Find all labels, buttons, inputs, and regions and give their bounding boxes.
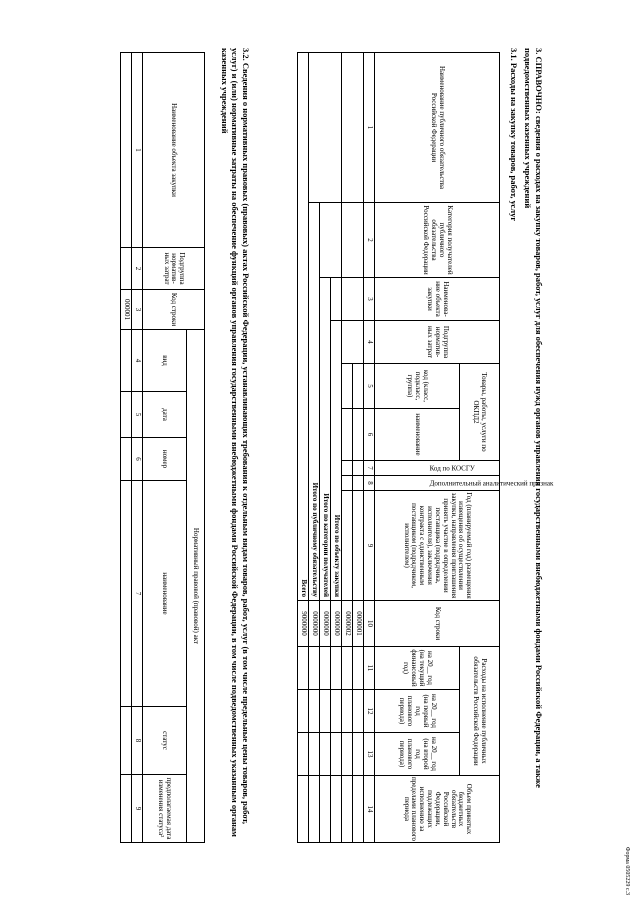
col-number: 2 xyxy=(364,203,375,278)
total-label: Итого по публичному обязательству xyxy=(309,203,320,601)
header-okpd-group: Товары, работы, услуги по ОКПД2 xyxy=(460,364,500,461)
grand-total-label: Всего xyxy=(298,53,309,601)
header-analytic: Дополнительный аналитический признак xyxy=(375,476,500,491)
section-3-2-title: 3.2. Сведения о нормативных правовых (правовых) актах Российской Федерации, устанавливающих требования к отдельным видам товаров, работ, услуг (в том числе предельные цены товаров, работ, услуг) и (или) нормативные затраты на обеспечение функций органов управления государственными внебюджетными фондами Российской Федерации, в том числе подведомственных указанным органам казенных учреждений xyxy=(219,48,251,837)
header-status: статус xyxy=(143,707,187,775)
header-norm-subgroup: Подгруппа норматив-ных затрат xyxy=(375,321,500,364)
col-number: 12 xyxy=(364,690,375,733)
header-year-first: на 20__ год (на первый год планового периода) xyxy=(375,690,460,733)
col-number: 8 xyxy=(364,476,375,491)
col-number: 13 xyxy=(364,733,375,776)
total-code: 0000000 xyxy=(331,601,342,647)
table-row xyxy=(121,53,132,843)
col-number: 2 xyxy=(132,248,143,290)
section-3-1-title: 3.1. Расходы на закупку товаров, работ, услуг xyxy=(509,48,519,222)
col-number: 3 xyxy=(132,290,143,330)
header-recipient-category: Категория получателей публичного обязательства Российской Федерации xyxy=(375,203,500,278)
table-row xyxy=(353,53,364,843)
header-year-second: на 20__ год (на второй год планового периода) xyxy=(375,733,460,776)
row-code: 0000002 xyxy=(342,601,353,647)
col-number: 1 xyxy=(364,53,375,203)
header-kosgu: Код по КОСГУ xyxy=(375,461,500,476)
row-code: 0000001 xyxy=(353,601,364,647)
legal-acts-table xyxy=(120,52,205,843)
header-object-name: Наименование объекта закупки xyxy=(143,53,205,248)
header-year-current: на 20__ год (на текущий финансовый год) xyxy=(375,647,460,690)
col-number: 9 xyxy=(364,491,375,601)
header-subgroup: Подгруппа норматив-ных затрат xyxy=(143,248,205,290)
col-number: 1 xyxy=(132,53,143,248)
header-volume: Объем принятых бюджетных обязательств Российской Федерации, подлежащих исполнению за пределами планового периода xyxy=(375,776,500,843)
grand-total-code: 9000000 xyxy=(298,601,309,647)
header-expenses-group: Расходы на исполнение публичных обязательств Российской Федерации xyxy=(460,647,500,776)
total-row xyxy=(320,53,331,843)
total-row xyxy=(331,53,342,843)
col-number: 5 xyxy=(364,364,375,409)
col-number: 8 xyxy=(132,707,143,775)
col-number: 4 xyxy=(364,321,375,364)
col-number: 11 xyxy=(364,647,375,690)
col-number: 9 xyxy=(132,775,143,843)
col-number: 4 xyxy=(132,330,143,392)
header-act-group: Нормативный правовой (правовой) акт xyxy=(187,330,205,843)
col-number: 3 xyxy=(364,278,375,321)
col-number: 7 xyxy=(364,461,375,476)
col-number: 10 xyxy=(364,601,375,647)
header-okpd-code: код (класс, подкласс, группа) xyxy=(375,364,460,409)
col-number: 7 xyxy=(132,481,143,707)
total-row xyxy=(309,53,320,843)
header-kind: вид xyxy=(143,330,187,392)
header-number: номер xyxy=(143,438,187,481)
row-code: 000001 xyxy=(121,290,132,330)
total-code: 0000000 xyxy=(320,601,331,647)
form-code: Форма 0505229 с.3 xyxy=(624,846,630,895)
grand-total-row xyxy=(298,53,309,843)
header-year-notice: Год (планируемый год) размещения извещения об осуществлении закупки, направления приглашения принять участие в определении поставщика (подрядчика, исполнителя), заключения контракта с единственным поставщиком (подрядчиком, исполнителем) xyxy=(375,491,500,601)
col-number: 6 xyxy=(364,409,375,461)
header-okpd-name: наименование xyxy=(375,409,460,461)
total-label: Итого по объекту закупки xyxy=(331,321,342,601)
header-date: дата xyxy=(143,392,187,438)
total-label: Итого по категории получателей xyxy=(320,278,331,601)
header-row-code: Код строки xyxy=(375,601,500,647)
col-number: 6 xyxy=(132,438,143,481)
header-title: наименование xyxy=(143,481,187,707)
header-purchase-object: Наименова-ние объекта закупки xyxy=(375,278,500,321)
header-row-code-2: Код строки xyxy=(143,290,205,330)
header-expected-date: предполагаемая дата изменения статуса² xyxy=(143,775,187,843)
col-number: 14 xyxy=(364,776,375,843)
total-code: 0000000 xyxy=(309,601,320,647)
section-3-title: 3. СПРАВОЧНО: сведения о расходах на закупку товаров, работ, услуг для обеспечения нужд органов управления государственными внебюджетными фондами Российской Федерации, а также подведомственных казенных учреждений xyxy=(523,48,544,788)
col-number: 5 xyxy=(132,392,143,438)
header-obligation-name: Наименование публичного обязательства Российской Федерации xyxy=(375,53,500,203)
